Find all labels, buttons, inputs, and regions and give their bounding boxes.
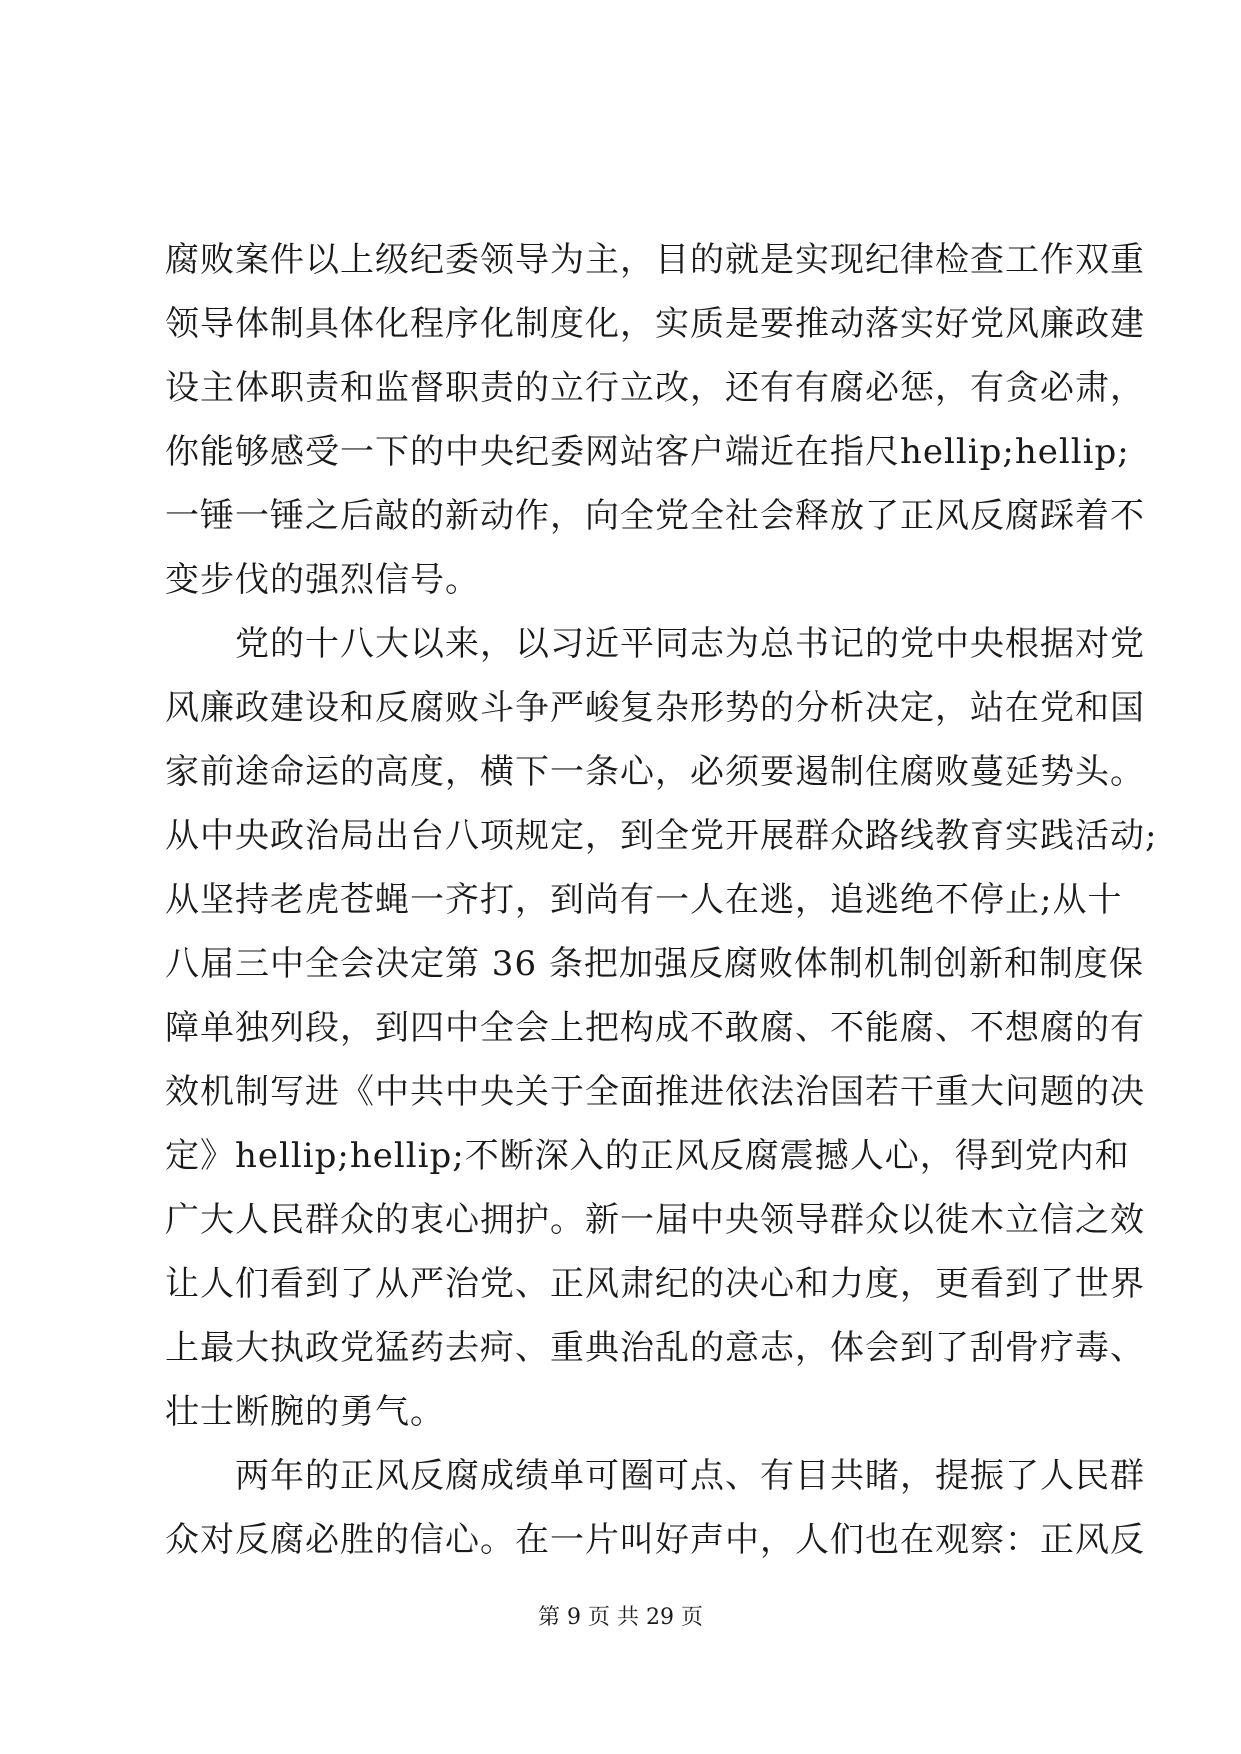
text-line: 领导体制具体化程序化制度化，实质是要推动落实好党风廉政建 [165, 304, 1145, 344]
text-line: 上最大执政党猛药去疴、重典治乱的意志，体会到了刮骨疗毒、 [165, 1328, 1145, 1368]
text-line: 效机制写进《中共中央关于全面推进依法治国若干重大问题的决 [165, 1072, 1145, 1112]
text-line: 从坚持老虎苍蝇一齐打，到尚有一人在逃，追逃绝不停止;从十 [165, 880, 1123, 920]
page-footer: 第 9 页 共 29 页 [538, 1605, 703, 1630]
text-line: 障单独列段，到四中全会上把构成不敢腐、不能腐、不想腐的有 [165, 1008, 1145, 1048]
text-line: 风廉政建设和反腐败斗争严峻复杂形势的分析决定，站在党和国 [165, 688, 1145, 728]
text-line: 定》hellip;hellip;不断深入的正风反腐震撼人心，得到党内和 [165, 1136, 1130, 1176]
text-line: 广大人民群众的衷心拥护。新一届中央领导群众以徙木立信之效 [165, 1200, 1145, 1240]
text-line: 变步伐的强烈信号。 [165, 560, 480, 600]
text-line: 八届三中全会决定第 36 条把加强反腐败体制机制创新和制度保 [165, 944, 1144, 984]
text-line: 众对反腐必胜的信心。在一片叫好声中，人们也在观察：正风反 [165, 1520, 1145, 1560]
text-line: 你能够感受一下的中央纪委网站客户端近在指尺hellip;hellip; [165, 432, 1130, 472]
text-line: 设主体职责和监督职责的立行立改，还有有腐必惩，有贪必肃， [165, 368, 1145, 408]
text-line: 家前途命运的高度，横下一条心，必须要遏制住腐败蔓延势头。 [165, 752, 1145, 792]
text-line: 一锤一锤之后敲的新动作，向全党全社会释放了正风反腐踩着不 [165, 496, 1145, 536]
body-text [165, 228, 1158, 1572]
paragraph-first-line: 党的十八大以来，以习近平同志为总书记的党中央根据对党 [235, 624, 1145, 664]
text-line: 让人们看到了从严治党、正风肃纪的决心和力度，更看到了世界 [165, 1264, 1145, 1304]
text-line: 腐败案件以上级纪委领导为主，目的就是实现纪律检查工作双重 [165, 240, 1145, 280]
text-line: 从中央政治局出台八项规定，到全党开展群众路线教育实践活动; [165, 816, 1158, 856]
paragraph-first-line: 两年的正风反腐成绩单可圈可点、有目共睹，提振了人民群 [235, 1456, 1145, 1496]
text-line: 壮士断腕的勇气。 [165, 1392, 445, 1432]
